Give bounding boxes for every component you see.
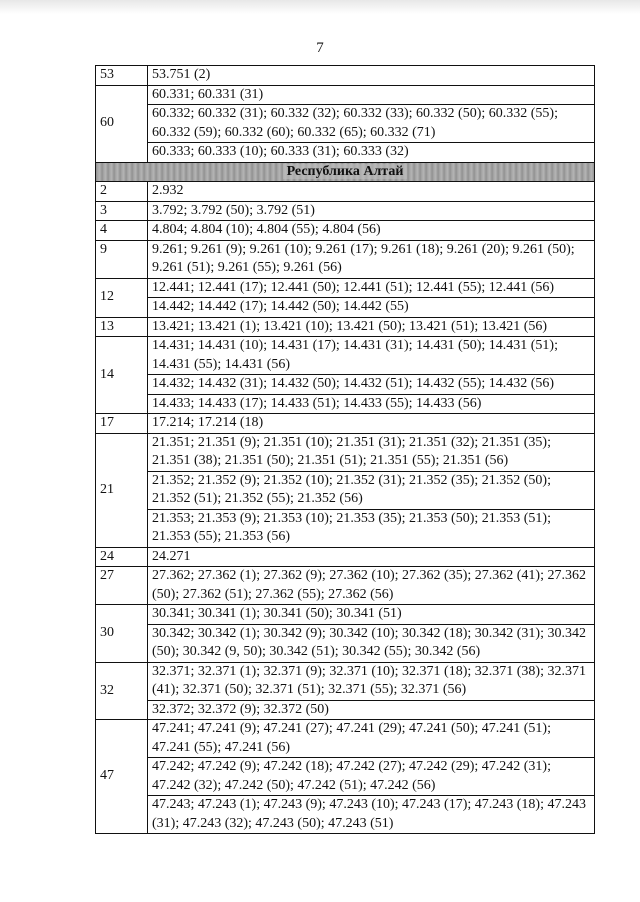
section-number: 27	[96, 567, 148, 605]
section-number: 30	[96, 605, 148, 663]
section-number: 60	[96, 85, 148, 162]
section-number: 21	[96, 433, 148, 547]
code-list-cell: 47.242; 47.242 (9); 47.242 (18); 47.242 (27); 47.242 (29); 47.242 (31); 47.242 (32); 47.242 (50); 47.242 (51); 47.242 (56)	[148, 758, 595, 796]
table-row	[96, 66, 595, 86]
section-number: 47	[96, 720, 148, 834]
region-header-cell	[96, 162, 595, 182]
table-row	[96, 221, 595, 241]
section-number: 2	[96, 182, 148, 202]
table-row	[96, 394, 595, 414]
table-row	[96, 201, 595, 221]
code-list-cell: 32.372; 32.372 (9); 32.372 (50)	[148, 700, 595, 720]
section-number: 4	[96, 221, 148, 241]
table-row	[96, 662, 595, 700]
table-row	[96, 433, 595, 471]
table-row	[96, 105, 595, 143]
section-number: 53	[96, 66, 148, 86]
code-list-cell: 21.353; 21.353 (9); 21.353 (10); 21.353 (35); 21.353 (50); 21.353 (51); 21.353 (55); 21.353 (56)	[148, 509, 595, 547]
code-list-cell: 60.332; 60.332 (31); 60.332 (32); 60.332 (33); 60.332 (50); 60.332 (55); 60.332 (59); 60.332 (60); 60.332 (65); 60.332 (71)	[148, 105, 595, 143]
code-list-cell: 14.431; 14.431 (10); 14.431 (17); 14.431 (31); 14.431 (50); 14.431 (51); 14.431 (55); 14.431 (56)	[148, 337, 595, 375]
code-list-cell: 47.243; 47.243 (1); 47.243 (9); 47.243 (10); 47.243 (17); 47.243 (18); 47.243 (31); 47.243 (32); 47.243 (50); 47.243 (51)	[148, 796, 595, 834]
table-row	[96, 547, 595, 567]
code-list-cell: 60.331; 60.331 (31)	[148, 85, 595, 105]
codes-table-body	[96, 66, 595, 834]
code-list-cell: 17.214; 17.214 (18)	[148, 414, 595, 434]
code-list-cell: 21.352; 21.352 (9); 21.352 (10); 21.352 (31); 21.352 (35); 21.352 (50); 21.352 (51); 21.352 (55); 21.352 (56)	[148, 471, 595, 509]
code-list-cell: 3.792; 3.792 (50); 3.792 (51)	[148, 201, 595, 221]
section-number: 13	[96, 317, 148, 337]
table-row	[96, 414, 595, 434]
table-row	[96, 143, 595, 163]
section-number: 17	[96, 414, 148, 434]
region-title: Республика Алтай	[283, 164, 408, 179]
table-row	[96, 240, 595, 278]
table-row	[96, 182, 595, 202]
page-number: 7	[316, 40, 324, 56]
table-row	[96, 796, 595, 834]
code-list-cell: 30.342; 30.342 (1); 30.342 (9); 30.342 (10); 30.342 (18); 30.342 (31); 30.342 (50); 30.342 (9, 50); 30.342 (51); 30.342 (55); 30.342 (56)	[148, 624, 595, 662]
table-row	[96, 375, 595, 395]
code-list-cell: 14.442; 14.442 (17); 14.442 (50); 14.442 (55)	[148, 298, 595, 318]
code-list-cell: 47.241; 47.241 (9); 47.241 (27); 47.241 (29); 47.241 (50); 47.241 (51); 47.241 (55); 47.241 (56)	[148, 720, 595, 758]
code-list-cell: 2.932	[148, 182, 595, 202]
table-row	[96, 624, 595, 662]
code-list-cell: 9.261; 9.261 (9); 9.261 (10); 9.261 (17); 9.261 (18); 9.261 (20); 9.261 (50); 9.261 (51); 9.261 (55); 9.261 (56)	[148, 240, 595, 278]
code-list-cell: 21.351; 21.351 (9); 21.351 (10); 21.351 (31); 21.351 (32); 21.351 (35); 21.351 (38); 21.351 (50); 21.351 (51); 21.351 (55); 21.351 (56)	[148, 433, 595, 471]
region-header-row	[96, 162, 595, 182]
code-list-cell: 12.441; 12.441 (17); 12.441 (50); 12.441 (51); 12.441 (55); 12.441 (56)	[148, 278, 595, 298]
table-row	[96, 471, 595, 509]
code-list-cell: 60.333; 60.333 (10); 60.333 (31); 60.333 (32)	[148, 143, 595, 163]
scan-edge-shading	[0, 0, 640, 14]
code-list-cell: 4.804; 4.804 (10); 4.804 (55); 4.804 (56)	[148, 221, 595, 241]
section-number: 24	[96, 547, 148, 567]
table-row	[96, 605, 595, 625]
code-list-cell: 13.421; 13.421 (1); 13.421 (10); 13.421 (50); 13.421 (51); 13.421 (56)	[148, 317, 595, 337]
table-row	[96, 509, 595, 547]
table-row	[96, 567, 595, 605]
code-list-cell: 14.433; 14.433 (17); 14.433 (51); 14.433 (55); 14.433 (56)	[148, 394, 595, 414]
table-row	[96, 298, 595, 318]
table-row	[96, 720, 595, 758]
code-list-cell: 30.341; 30.341 (1); 30.341 (50); 30.341 (51)	[148, 605, 595, 625]
table-row	[96, 278, 595, 298]
code-list-cell: 32.371; 32.371 (1); 32.371 (9); 32.371 (10); 32.371 (18); 32.371 (38); 32.371 (41); 32.371 (50); 32.371 (51); 32.371 (55); 32.371 (56)	[148, 662, 595, 700]
table-row	[96, 85, 595, 105]
section-number: 3	[96, 201, 148, 221]
code-list-cell: 24.271	[148, 547, 595, 567]
table-row	[96, 317, 595, 337]
table-row	[96, 337, 595, 375]
section-number: 14	[96, 337, 148, 414]
code-list-cell: 27.362; 27.362 (1); 27.362 (9); 27.362 (10); 27.362 (35); 27.362 (41); 27.362 (50); 27.362 (51); 27.362 (55); 27.362 (56)	[148, 567, 595, 605]
table-row	[96, 700, 595, 720]
section-number: 12	[96, 278, 148, 317]
code-list-cell: 53.751 (2)	[148, 66, 595, 86]
table-row	[96, 758, 595, 796]
section-number: 32	[96, 662, 148, 720]
section-number: 9	[96, 240, 148, 278]
codes-table	[95, 65, 595, 834]
code-list-cell: 14.432; 14.432 (31); 14.432 (50); 14.432 (51); 14.432 (55); 14.432 (56)	[148, 375, 595, 395]
